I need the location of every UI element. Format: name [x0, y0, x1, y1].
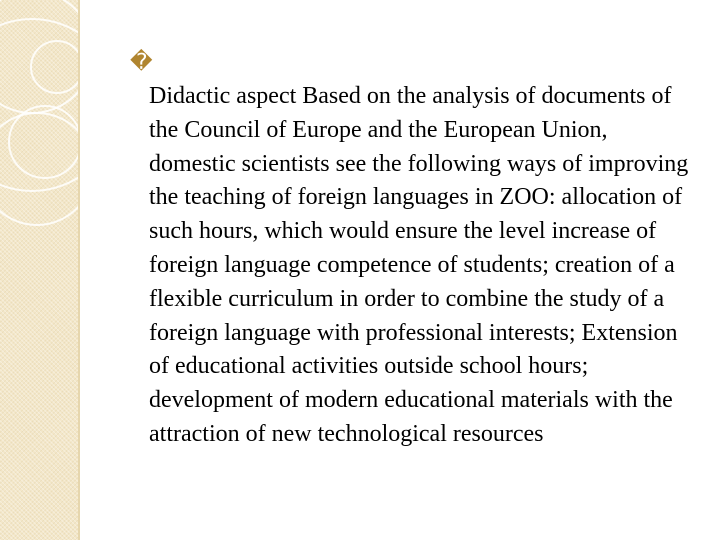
- decorative-circle: [0, 112, 80, 226]
- decorative-circle: [30, 40, 80, 94]
- slide-content: [130, 50, 700, 452]
- decorative-side-panel: [0, 0, 80, 540]
- bullet-icon: �: [130, 50, 153, 75]
- slide-paragraph: Didactic aspect Based on the analysis of documents of the Council of Europe and the European Union, domestic scientists see the following ways of improving the teaching of foreign languages in ZOO: allocation of such hours, which would ensure the level increase of foreign language competence of students; creation of a flexible curriculum in order to combine the study of a foreign language with professional interests; Extension of educational activities outside school hours; development of modern educational materials with the attraction of new technological resources: [149, 83, 689, 447]
